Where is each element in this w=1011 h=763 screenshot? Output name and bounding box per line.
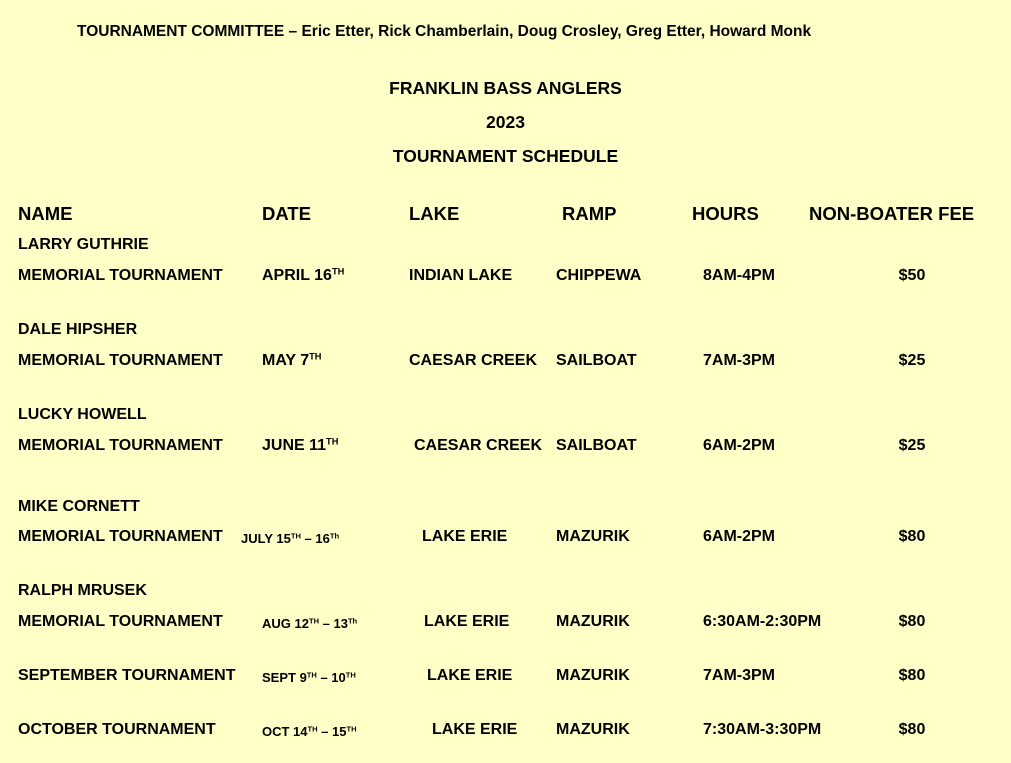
header-date: DATE bbox=[262, 203, 311, 224]
date-start-suffix: TH bbox=[309, 351, 322, 362]
tournament-fee: $80 bbox=[898, 528, 926, 545]
date-start: APRIL 16 bbox=[262, 267, 332, 284]
date-start-suffix: TH bbox=[326, 436, 339, 447]
header-ramp: RAMP bbox=[562, 203, 617, 224]
tournament-lake: LAKE ERIE bbox=[432, 721, 518, 738]
tournament-lake: CAESAR CREEK bbox=[409, 352, 538, 369]
tournament-ramp: MAZURIK bbox=[556, 721, 630, 738]
tournament-lake: LAKE ERIE bbox=[427, 667, 513, 684]
date-start: MAY 7 bbox=[262, 352, 310, 369]
tournament-name-line2: MEMORIAL TOURNAMENT bbox=[18, 613, 223, 630]
tournament-hours: 7:30AM-3:30PM bbox=[703, 721, 822, 738]
tournament-committee: TOURNAMENT COMMITTEE – Eric Etter, Rick Chamberlain, Doug Crosley, Greg Etter, Howard Monk bbox=[77, 23, 812, 40]
date-start: JUNE 11 bbox=[262, 437, 327, 454]
tournament-ramp: MAZURIK bbox=[556, 528, 630, 545]
date-end: – 15 bbox=[317, 724, 347, 739]
tournament-name-line1: RALPH MRUSEK bbox=[18, 582, 147, 599]
date-start: JULY 15 bbox=[241, 531, 291, 546]
tournament-date bbox=[262, 670, 356, 685]
date-end: – 10 bbox=[316, 670, 346, 685]
tournament-lake: LAKE ERIE bbox=[422, 528, 508, 545]
schedule-title: TOURNAMENT SCHEDULE bbox=[392, 146, 619, 166]
tournament-name: SEPTEMBER TOURNAMENT bbox=[18, 667, 236, 684]
date-end: – 13 bbox=[319, 616, 348, 631]
tournament-date bbox=[262, 437, 338, 455]
tournament-fee: $25 bbox=[898, 352, 926, 369]
tournament-name-line2: MEMORIAL TOURNAMENT bbox=[18, 267, 223, 284]
tournament-ramp: MAZURIK bbox=[556, 613, 630, 630]
tournament-lake: LAKE ERIE bbox=[424, 613, 510, 630]
tournament-fee: $80 bbox=[898, 721, 926, 738]
tournament-ramp: CHIPPEWA bbox=[556, 267, 642, 284]
date-end-suffix: TH bbox=[346, 724, 357, 734]
tournament-date bbox=[262, 724, 357, 739]
tournament-name: OCTOBER TOURNAMENT bbox=[18, 721, 216, 738]
tournament-name-line1: MIKE CORNETT bbox=[18, 498, 140, 515]
tournament-fee: $50 bbox=[898, 267, 926, 284]
header-name: NAME bbox=[18, 203, 73, 224]
date-start-suffix: TH bbox=[307, 724, 318, 734]
tournament-name-line1: LUCKY HOWELL bbox=[18, 406, 147, 423]
header-hours: HOURS bbox=[692, 203, 759, 224]
tournament-ramp: SAILBOAT bbox=[556, 352, 637, 369]
date-start-suffix: TH bbox=[290, 531, 301, 541]
schedule-year: 2023 bbox=[486, 112, 525, 132]
tournament-fee: $80 bbox=[898, 613, 926, 630]
date-end-suffix: TH bbox=[345, 670, 356, 680]
header-lake: LAKE bbox=[409, 203, 460, 224]
tournament-date bbox=[262, 616, 357, 631]
tournament-name-line2: MEMORIAL TOURNAMENT bbox=[18, 352, 223, 369]
tournament-fee: $80 bbox=[898, 667, 926, 684]
tournament-hours: 6AM-2PM bbox=[703, 528, 776, 545]
date-end: – 16 bbox=[300, 531, 330, 546]
tournament-date bbox=[262, 267, 344, 285]
tournament-hours: 7AM-3PM bbox=[703, 667, 776, 684]
tournament-fee: $25 bbox=[898, 437, 926, 454]
tournament-hours: 8AM-4PM bbox=[703, 267, 776, 284]
date-end-suffix: Th bbox=[347, 616, 358, 626]
header-fee: NON-BOATER FEE bbox=[809, 203, 975, 224]
tournament-ramp: SAILBOAT bbox=[556, 437, 637, 454]
tournament-ramp: MAZURIK bbox=[556, 667, 630, 684]
tournament-hours: 7AM-3PM bbox=[703, 352, 776, 369]
date-end-suffix: Th bbox=[329, 531, 340, 541]
tournament-name-line2: MEMORIAL TOURNAMENT bbox=[18, 528, 223, 545]
date-start: SEPT 9 bbox=[262, 670, 307, 685]
date-start-suffix: TH bbox=[308, 616, 320, 626]
tournament-hours: 6:30AM-2:30PM bbox=[703, 613, 822, 630]
tournament-name-line1: DALE HIPSHER bbox=[18, 321, 138, 338]
tournament-hours: 6AM-2PM bbox=[703, 437, 776, 454]
date-start-suffix: TH bbox=[331, 266, 345, 277]
tournament-lake: CAESAR CREEK bbox=[414, 437, 543, 454]
tournament-name-line1: LARRY GUTHRIE bbox=[18, 236, 149, 253]
tournament-lake: INDIAN LAKE bbox=[409, 267, 513, 284]
tournament-date bbox=[241, 531, 339, 546]
date-start-suffix: TH bbox=[306, 670, 317, 680]
tournament-name-line2: MEMORIAL TOURNAMENT bbox=[18, 437, 223, 454]
club-name: FRANKLIN BASS ANGLERS bbox=[389, 78, 622, 98]
tournament-date bbox=[262, 352, 322, 370]
date-start: AUG 12 bbox=[262, 616, 309, 631]
date-start: OCT 14 bbox=[262, 724, 308, 739]
